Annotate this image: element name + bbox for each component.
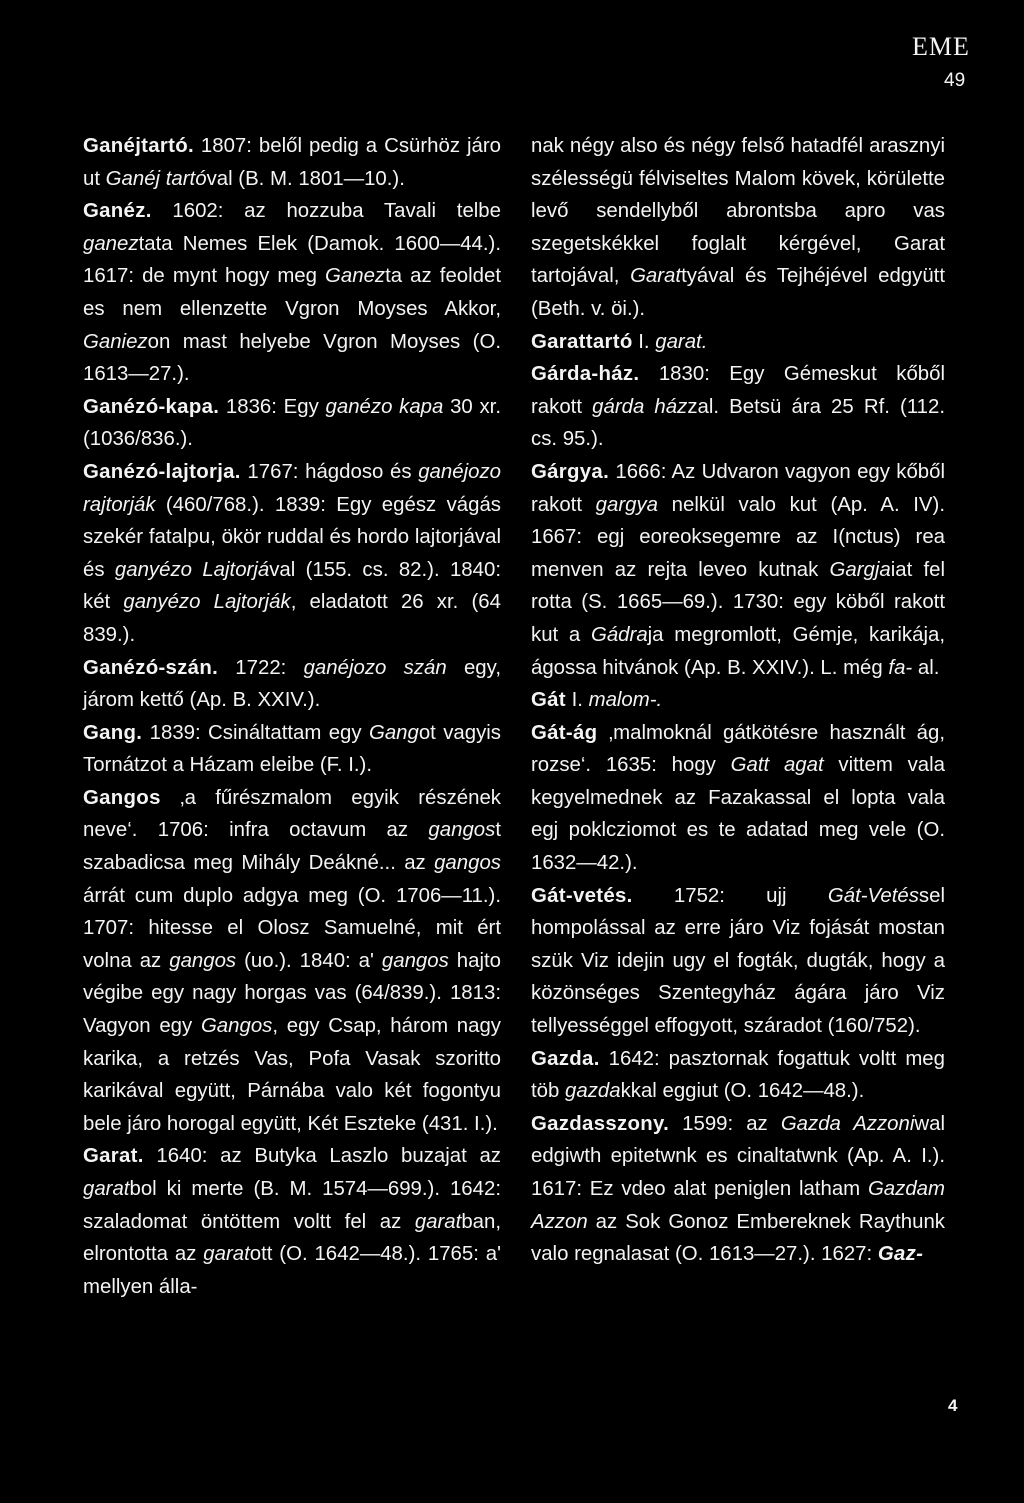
entry-text: tyával és Tejhéjével edgyütt (Beth. v. öi.). <box>531 265 946 320</box>
italic-form: Gatt agat <box>730 754 824 777</box>
entry-text: 1640: az Butyka Laszlo buzajat az <box>143 1145 501 1168</box>
entry-text: wal edgiwth epitetwnk es cinaltatwnk (Ap. A. I.). 1617: Ez vdeo alat peniglen latham <box>531 1112 945 1200</box>
dictionary-entry <box>83 652 501 717</box>
entry-text: I. <box>565 689 589 712</box>
dictionary-entry <box>531 880 945 1043</box>
entry-headword: Garattartó <box>531 330 633 353</box>
entry-text: ban, elrontotta az <box>83 1210 501 1266</box>
dictionary-entry <box>83 130 501 195</box>
entry-text: árrát cum duplo adgya meg (O. 1706—11.). 1707: hitesse el Olosz Samuelné, mit ért volna az <box>83 884 501 972</box>
entry-text: 1666: Az Udvaron vagyon egy kőből rakott <box>531 460 945 516</box>
dictionary-entry <box>531 717 945 880</box>
entry-text: tata Nemes Elek (Damok. 1600—44.). 1617: de mynt hogy meg <box>83 232 501 288</box>
italic-form: Gádra <box>590 623 648 646</box>
entry-text: (uo.). 1840: a' <box>236 949 382 972</box>
entry-headword: Gangos <box>83 786 161 809</box>
dictionary-entry <box>531 358 945 456</box>
entry-text: az Sok Gonoz Embereknek Raythunk valo regnalasat (O. 1613—27.). 1627: <box>531 1210 945 1266</box>
entry-text: ta az feoldet es nem ellenzette Vgron Moyses Akkor, <box>83 265 501 320</box>
italic-form: Gazda Azzoni <box>780 1112 915 1135</box>
dictionary-entry <box>83 195 501 391</box>
italic-form: ganéjozo rajtorják <box>83 460 501 516</box>
italic-form: ganéjozo szán <box>303 656 447 679</box>
entry-headword: Gát-ág <box>531 721 598 744</box>
entry-headword: Ganézó-kapa. <box>83 395 220 418</box>
italic-form: gargya <box>595 493 658 516</box>
entry-text: 1767: hágdoso és <box>240 460 419 483</box>
dictionary-entry <box>83 391 501 456</box>
dictionary-entry <box>83 456 501 652</box>
entry-text: 1599: az <box>669 1112 781 1135</box>
entry-text: 1752: ujj <box>632 884 828 907</box>
entry-text: iat fel rotta (S. 1665—69.). 1730: egy köből rakott kut a <box>531 558 945 646</box>
entry-text: ott (O. 1642—48.). 1765: a' mellyen álla- <box>83 1243 501 1298</box>
italic-form: Ganéj tartó <box>105 167 207 190</box>
entry-text: ot vagyis Tornátzot a Házam eleibe (F. I.). <box>83 721 502 777</box>
italic-form: malom-. <box>588 689 663 712</box>
entry-headword: Garat. <box>83 1145 144 1168</box>
entry-text: kkal eggiut (O. 1642—48.). <box>620 1080 865 1103</box>
entry-text: on mast helyebe Vgron Moyses (O. 1613—27.). <box>83 330 501 386</box>
italic-form: garat <box>414 1210 462 1233</box>
entry-text: , eladatott 26 xr. (64 839.). <box>83 591 501 646</box>
entry-text: 1602: az hozzuba Tavali telbe <box>151 200 501 223</box>
entry-text: ja megromlott, Gémje, karikája, ágossa hitvánok (Ap. B. XXIV.). L. még <box>531 623 945 679</box>
entry-text: ‚a fűrészmalom egyik részének neve‘. 1706: infra octavum az <box>83 786 501 842</box>
signature-mark: 4 <box>948 1396 958 1415</box>
entry-text: vittem vala kegyelmednek az Fazakassal el lopta vala egj poklcziomot es te adatad meg vele (O. 1632—42.). <box>531 754 945 875</box>
entry-text: t szabadicsa meg Mihály Deákné... az <box>83 819 501 875</box>
entry-text: hajto végibe egy nagy horgas vas (64/839.). 1813: Vagyon egy <box>83 949 501 1038</box>
italic-form: Gazdam Azzon <box>531 1178 945 1233</box>
dictionary-entry <box>531 1108 945 1271</box>
italic-form: Ganiez <box>83 330 148 353</box>
entry-headword: Gang. <box>83 721 143 744</box>
italic-form: gangos <box>169 949 237 972</box>
entry-headword: Ganézó-szán. <box>83 656 219 679</box>
entry-text: 30 xr. (1036/836.). <box>83 395 501 451</box>
entry-text: I. <box>632 330 656 353</box>
italic-form: garat <box>203 1243 250 1266</box>
italic-form: Gangos <box>200 1015 273 1038</box>
entry-text: val (155. cs. 82.). 1840: két <box>83 558 501 614</box>
entry-text: 1642: pasztornak fogattuk voltt meg töb <box>531 1047 945 1103</box>
entry-text: 1722: <box>218 656 304 679</box>
left-column <box>83 130 501 1303</box>
italic-form: Gang <box>368 721 419 744</box>
dictionary-entry <box>83 782 501 1141</box>
italic-form: Gaz- <box>877 1243 924 1266</box>
entry-headword: Ganéjtartó. <box>83 135 194 157</box>
entry-text: al. <box>912 656 940 679</box>
entry-text: nelkül valo kut (Ap. A. IV). 1667: egj eoreoksegemre az I(nctus) rea menven az rejta leveo kutnak <box>531 493 945 581</box>
entry-headword: Gazda. <box>531 1047 600 1070</box>
dictionary-entry <box>83 717 501 782</box>
italic-form: gazda <box>565 1080 621 1103</box>
entry-headword: Gát-vetés. <box>531 884 633 907</box>
entry-text: 1830: Egy Gémeskut kőből rakott <box>531 363 945 418</box>
entry-headword: Gazdasszony. <box>531 1112 670 1135</box>
italic-form: gárda ház <box>592 395 688 418</box>
right-column <box>531 130 945 1271</box>
journal-mark: EME <box>912 32 970 61</box>
dictionary-entry <box>531 130 945 326</box>
italic-form: ganez <box>83 232 139 255</box>
page-number: 49 <box>944 70 966 91</box>
italic-form: garat <box>83 1178 130 1200</box>
entry-headword: Ganézó-lajtorja. <box>83 460 241 483</box>
italic-form: ganézo kapa <box>325 395 444 418</box>
italic-form: fa- <box>888 656 913 679</box>
entry-text: , egy Csap, három nagy karika, a retzés Vas, Pofa Vasak szoritto karikával együtt, Párnába valo két fogontyu bele járo horogal együtt, Két Eszteke (431. I.). <box>83 1015 501 1135</box>
entry-text: ‚malmoknál gátkötésre használt ág, rozse‘. 1635: hogy <box>531 721 945 777</box>
italic-form: ganyézo Lajtorjá <box>114 558 270 581</box>
entry-text: sel hompolással az erre járo Viz fojását mostan szük Viz idejin ugy el fogták, dugták, hogy a közönséges Szentegyház ágára járo Viz tellyességgel effogyott, száradot (160/752). <box>531 884 945 1038</box>
dictionary-entry <box>531 326 945 359</box>
italic-form: garat. <box>655 330 708 353</box>
entry-text: 1807: belől pedig a Csürhöz járo ut <box>83 135 501 190</box>
dictionary-entry <box>83 1140 501 1303</box>
italic-form: Gát-Vetés <box>827 884 919 907</box>
entry-text: egy, járom kettő (Ap. B. XXIV.). <box>83 656 501 712</box>
entry-headword: Ganéz. <box>83 200 152 223</box>
entry-text: 1836: Egy <box>219 395 326 418</box>
italic-form: gangos <box>434 852 501 875</box>
italic-form: Ganez <box>325 265 386 288</box>
entry-text: (460/768.). 1839: Egy egész vágás szekér fatalpu, ökör ruddal és hordo lajtorjával és <box>83 493 501 581</box>
entry-headword: Gárgya. <box>531 460 610 483</box>
entry-text: val (B. M. 1801—10.). <box>206 167 405 190</box>
entry-text: 1839: Csináltattam egy <box>142 721 369 744</box>
italic-form: gangos <box>381 949 449 972</box>
italic-form: Gargja <box>829 558 891 581</box>
entry-text: zal. Betsü ára 25 Rf. (112. cs. 95.). <box>531 395 946 451</box>
dictionary-entry <box>531 1043 945 1108</box>
italic-form: gangos <box>428 819 496 842</box>
entry-headword: Gárda-ház. <box>531 363 640 386</box>
italic-form: ganyézo Lajtorják <box>123 591 291 614</box>
dictionary-entry <box>531 684 945 717</box>
entry-text: nak négy also és négy felső hatadfél arasznyi szélességü félviseltes Malom kövek, körülette levő sendellyből abrontsba apro vas szegetskékkel foglalt kérgével, Garat tartojával, <box>531 135 945 288</box>
dictionary-entry <box>531 456 945 684</box>
entry-text: bol ki merte (B. M. 1574—699.). 1642: szaladomat öntöttem voltt fel az <box>83 1178 501 1233</box>
italic-form: Garat <box>630 265 682 288</box>
entry-headword: Gát <box>531 689 566 712</box>
